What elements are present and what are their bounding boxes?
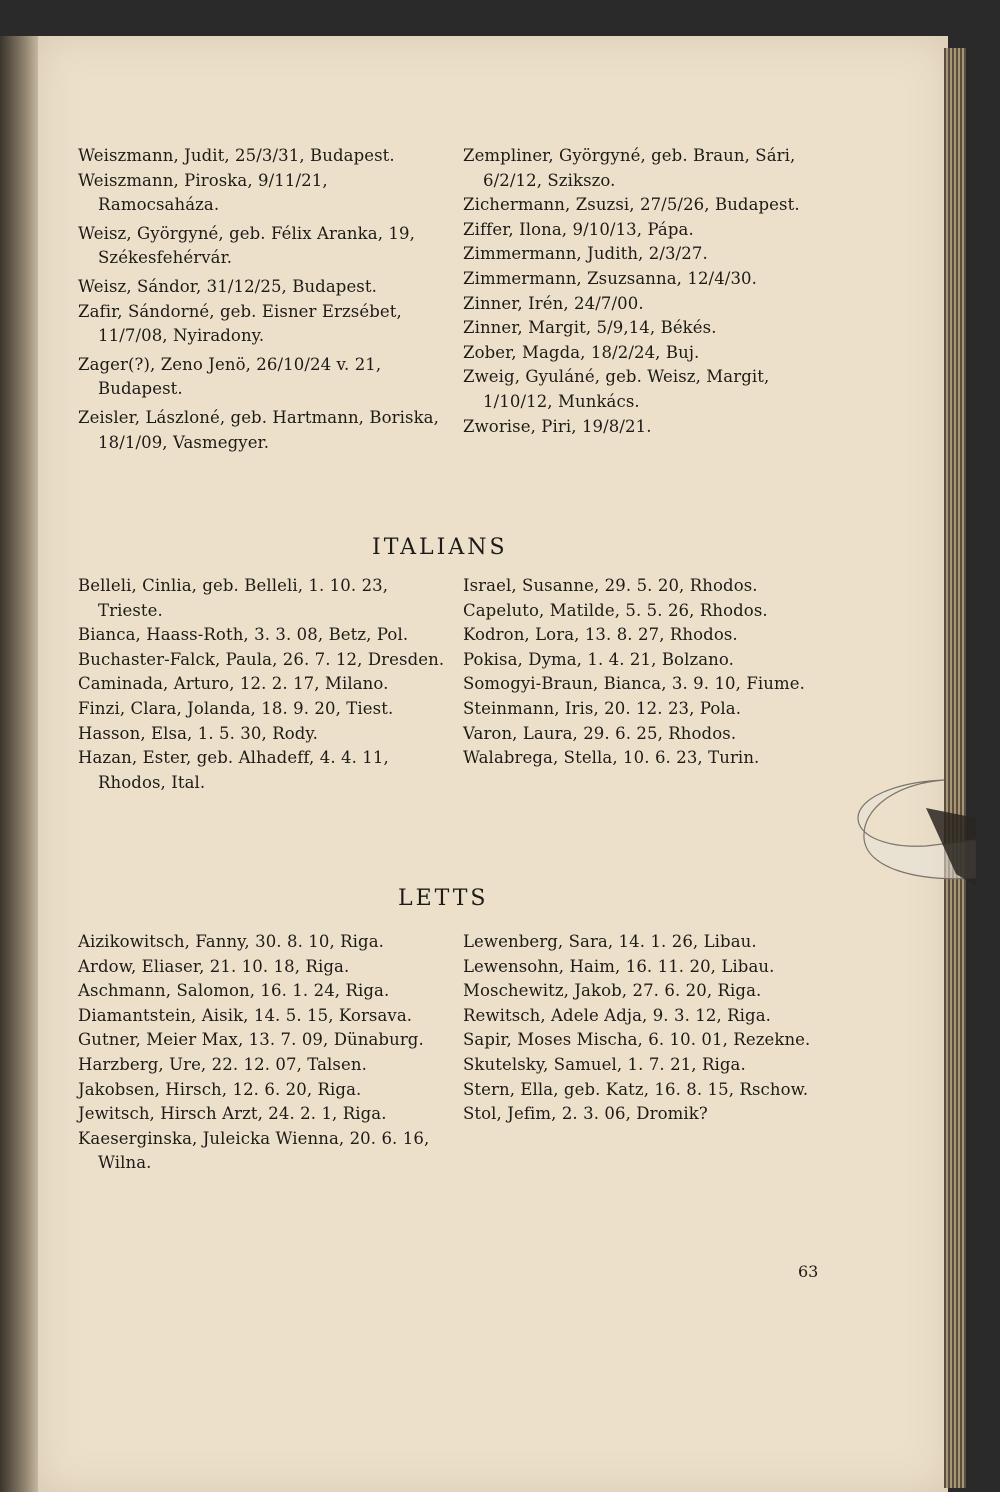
list-entry: Zimmermann, Judith, 2/3/27. xyxy=(463,244,708,264)
section-2-right-column xyxy=(463,930,828,1127)
list-entry: Jakobsen, Hirsch, 12. 6. 20, Riga. xyxy=(78,1079,362,1099)
list-entry: Zempliner, Györgyné, geb. Braun, Sári, 6/2/12, Szikszo. xyxy=(463,146,796,190)
list-entry: Bianca, Haass-Roth, 3. 3. 08, Betz, Pol. xyxy=(78,625,409,645)
list-entry: Ardow, Eliaser, 21. 10. 18, Riga. xyxy=(78,956,350,976)
list-entry: Zweig, Gyuláné, geb. Weisz, Margit, 1/10/12, Munkács. xyxy=(463,367,770,411)
list-entry: Diamantstein, Aisik, 14. 5. 15, Korsava. xyxy=(78,1005,413,1025)
list-entry: Weisz, Györgyné, geb. Félix Aranka, 19, Székesfehérvár. xyxy=(78,223,415,268)
list-entry: Zafir, Sándorné, geb. Eisner Erzsébet, 11/7/08, Nyiradony. xyxy=(78,301,402,346)
list-entry: Lewensohn, Haim, 16. 11. 20, Libau. xyxy=(463,956,775,976)
section-2-left-column xyxy=(78,930,448,1176)
list-entry: Aizikowitsch, Fanny, 30. 8. 10, Riga. xyxy=(78,932,384,951)
list-entry: Harzberg, Ure, 22. 12. 07, Talsen. xyxy=(78,1054,367,1074)
list-entry: Walabrega, Stella, 10. 6. 23, Turin. xyxy=(463,748,760,768)
page-clip-icon xyxy=(856,778,976,888)
list-entry: Caminada, Arturo, 12. 2. 17, Milano. xyxy=(78,674,389,694)
list-entry: Zober, Magda, 18/2/24, Buj. xyxy=(463,342,700,362)
list-entry: Hazan, Ester, geb. Alhadeff, 4. 4. 11, Rhodos, Ital. xyxy=(78,748,389,792)
list-entry: Zworise, Piri, 19/8/21. xyxy=(463,416,652,436)
list-entry: Zichermann, Zsuzsi, 27/5/26, Budapest. xyxy=(463,195,800,215)
section-0-right-column xyxy=(463,144,828,439)
list-entry: Stol, Jefim, 2. 3. 06, Dromik? xyxy=(463,1104,708,1124)
list-entry: Capeluto, Matilde, 5. 5. 26, Rhodos. xyxy=(463,600,768,620)
list-entry: Zager(?), Zeno Jenö, 26/10/24 v. 21, Budapest. xyxy=(78,354,382,399)
book-gutter xyxy=(0,36,40,1492)
list-entry: Ziffer, Ilona, 9/10/13, Pápa. xyxy=(463,219,694,239)
list-entry: Hasson, Elsa, 1. 5. 30, Rody. xyxy=(78,723,318,743)
list-entry: Weisz, Sándor, 31/12/25, Budapest. xyxy=(78,276,377,296)
section-1-left-column xyxy=(78,574,448,795)
list-entry: Belleli, Cinlia, geb. Belleli, 1. 10. 23, Trieste. xyxy=(78,576,389,620)
list-entry: Zeisler, Lászloné, geb. Hartmann, Boriska, 18/1/09, Vasmegyer. xyxy=(78,407,439,452)
list-entry: Moschewitz, Jakob, 27. 6. 20, Riga. xyxy=(463,981,762,1001)
section-heading-letts: LETTS xyxy=(398,886,489,911)
list-entry: Buchaster-Falck, Paula, 26. 7. 12, Dresden. xyxy=(78,649,445,669)
list-entry: Jewitsch, Hirsch Arzt, 24. 2. 1, Riga. xyxy=(78,1104,387,1124)
section-heading-italians: ITALIANS xyxy=(372,535,508,560)
list-entry: Pokisa, Dyma, 1. 4. 21, Bolzano. xyxy=(463,649,735,669)
list-entry: Israel, Susanne, 29. 5. 20, Rhodos. xyxy=(463,576,758,595)
list-entry: Zimmermann, Zsuzsanna, 12/4/30. xyxy=(463,268,758,288)
list-entry: Sapir, Moses Mischa, 6. 10. 01, Rezekne. xyxy=(463,1030,811,1050)
list-entry: Kaeserginska, Juleicka Wienna, 20. 6. 16, Wilna. xyxy=(78,1128,430,1173)
list-entry: Somogyi-Braun, Bianca, 3. 9. 10, Fiume. xyxy=(463,674,805,694)
list-entry: Zinner, Margit, 5/9,14, Békés. xyxy=(463,318,717,338)
page-edges xyxy=(944,48,966,1488)
list-entry: Zinner, Irén, 24/7/00. xyxy=(463,293,644,313)
list-entry: Stern, Ella, geb. Katz, 16. 8. 15, Rschow. xyxy=(463,1079,809,1099)
list-entry: Finzi, Clara, Jolanda, 18. 9. 20, Tiest. xyxy=(78,698,394,718)
section-1-right-column xyxy=(463,574,828,771)
list-entry: Skutelsky, Samuel, 1. 7. 21, Riga. xyxy=(463,1054,746,1074)
list-entry: Aschmann, Salomon, 16. 1. 24, Riga. xyxy=(78,981,390,1001)
list-entry: Varon, Laura, 29. 6. 25, Rhodos. xyxy=(463,723,737,743)
list-entry: Steinmann, Iris, 20. 12. 23, Pola. xyxy=(463,698,742,718)
list-entry: Gutner, Meier Max, 13. 7. 09, Dünaburg. xyxy=(78,1030,424,1050)
list-entry: Weiszmann, Judit, 25/3/31, Budapest. xyxy=(78,146,395,165)
section-0-left-column xyxy=(78,144,448,455)
list-entry: Lewenberg, Sara, 14. 1. 26, Libau. xyxy=(463,932,757,951)
list-entry: Weiszmann, Piroska, 9/11/21, Ramocsaháza. xyxy=(78,170,328,215)
page-number: 63 xyxy=(798,1262,819,1281)
list-entry: Rewitsch, Adele Adja, 9. 3. 12, Riga. xyxy=(463,1005,771,1025)
list-entry: Kodron, Lora, 13. 8. 27, Rhodos. xyxy=(463,625,738,645)
